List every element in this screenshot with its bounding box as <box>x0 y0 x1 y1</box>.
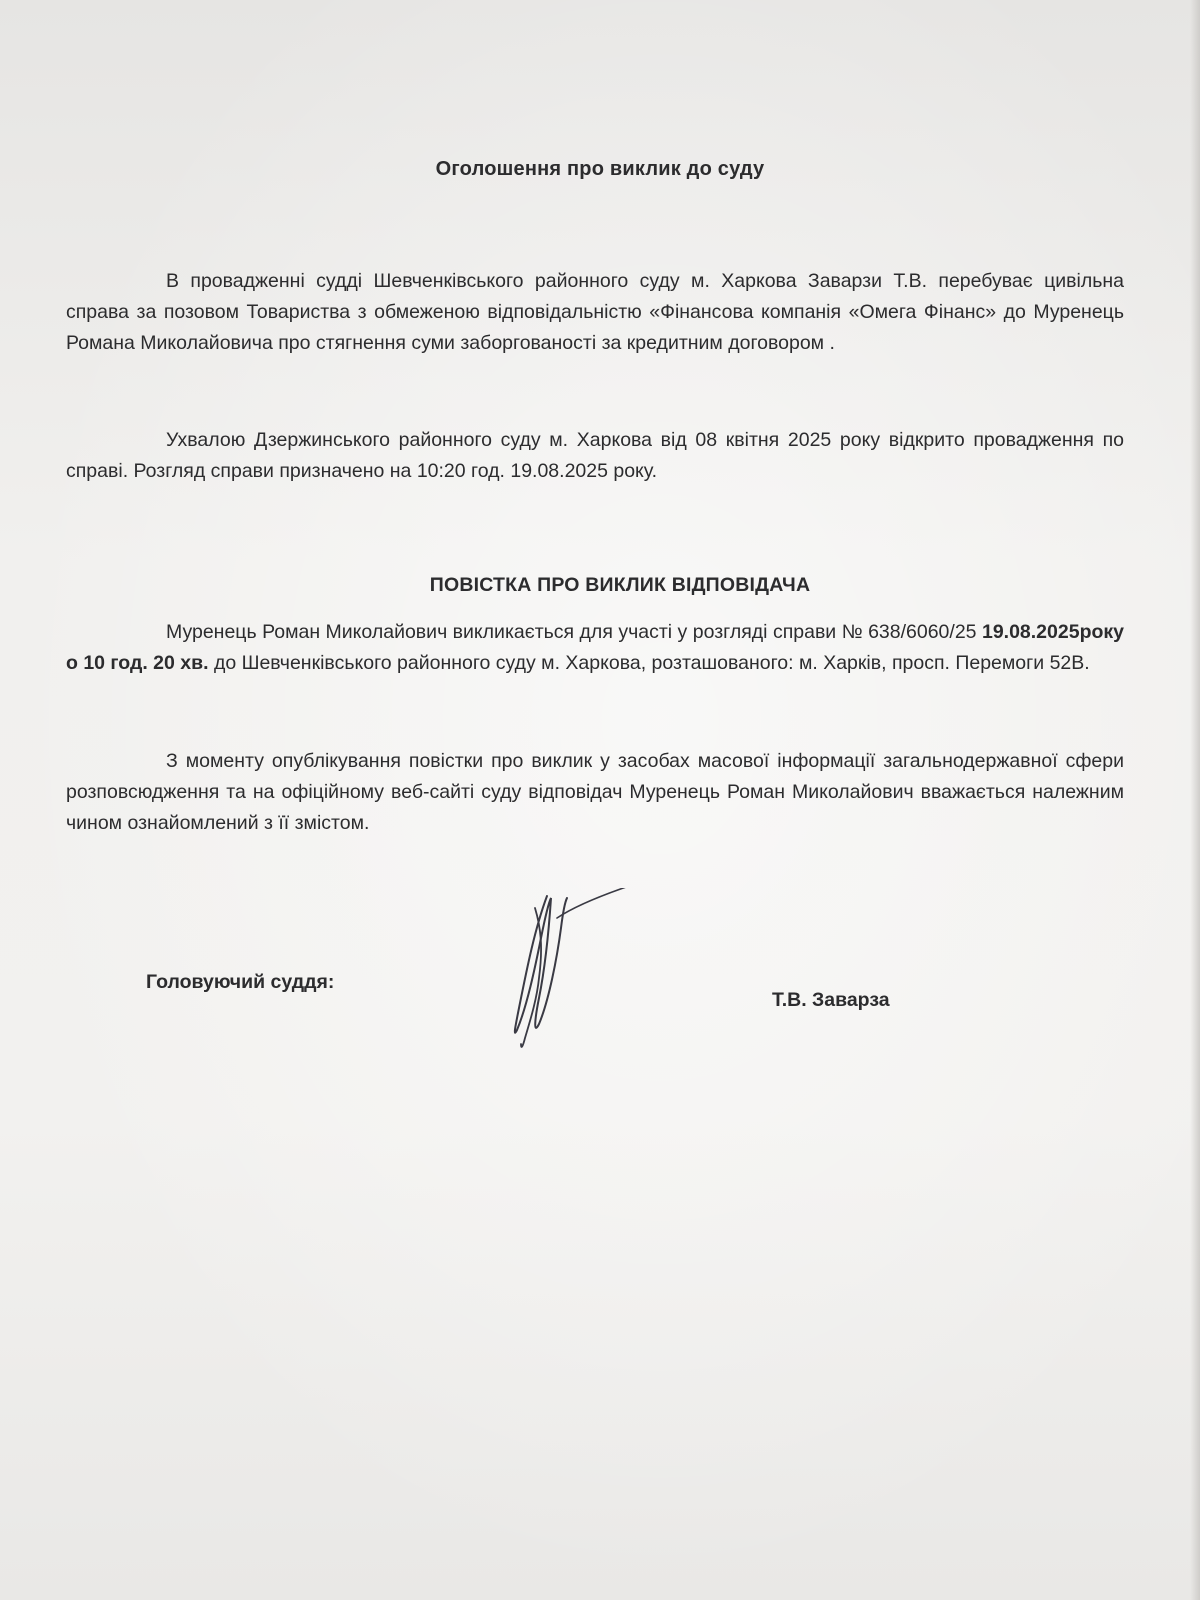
judge-name: Т.В. Заварза <box>772 989 890 1011</box>
paragraph-case-description: В провадженні судді Шевченківського районного суду м. Харкова Заварзи Т.В. перебуває цивільна справа за позовом Товариства з обмеженою відповідальністю «Фінансова компанія «Омега Фінанс» до Муренець Романа Миколайовича про стягнення суми заборгованості за кредитним договором . <box>66 270 1124 354</box>
summons-tail-text: до Шевченківського районного суду м. Харкова, розташованого: м. Харків, просп. Перемоги 52В. <box>208 652 1090 674</box>
summons-date-bold: 19.08.2025року о 10 год. 20 хв. <box>66 621 1124 674</box>
summons-lead-text: Муренець Роман Миколайович викликається для участі у розгляді справи № 638/6060/25 <box>166 621 982 643</box>
document-title: Оголошення про виклик до суду <box>435 158 765 180</box>
page-edge-shadow <box>1190 0 1200 1600</box>
paragraph-publication-notice: З моменту опублікування повістки про виклик у засобах масової інформації загальнодержавної сфери розповсюдження та на офіційному веб-сайті суду відповідач Муренець Роман Миколайович вважається належним чином ознайомлений з її змістом. <box>66 750 1124 834</box>
summons-heading: ПОВІСТКА ПРО ВИКЛИК ВІДПОВІДАЧА <box>429 574 811 596</box>
paragraph-ruling: Ухвалою Дзержинського районного суду м. Харкова від 08 квітня 2025 року відкрито провадження по справі. Розгляд справи призначено на 10:20 год. 19.08.2025 року. <box>66 429 1124 482</box>
paragraph-summons <box>66 617 1124 679</box>
handwritten-signature <box>505 888 655 1058</box>
presiding-judge-label: Головуючий суддя: <box>146 971 335 993</box>
